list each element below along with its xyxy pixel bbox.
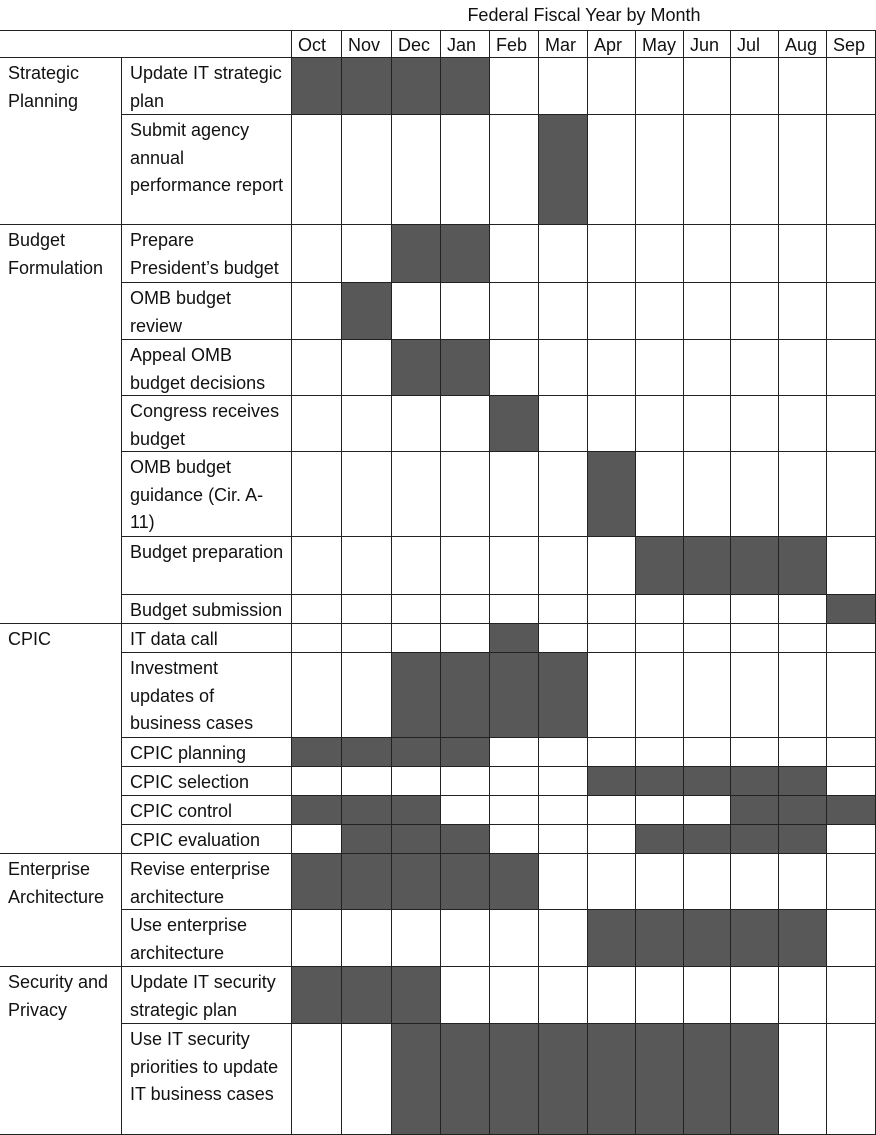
month-header-apr: Apr [588,30,636,58]
task-label: Revise enterprise architecture [122,854,292,910]
month-cell [292,767,342,796]
month-cell [684,225,731,283]
month-cell [342,396,392,452]
month-cell [827,452,876,537]
month-cell [827,967,876,1024]
month-cell [490,910,539,967]
month-cell [827,767,876,796]
active-month-cell [490,653,539,738]
month-cell [392,595,441,624]
month-header-nov: Nov [342,30,392,58]
month-cell [490,537,539,595]
month-cell [588,340,636,396]
month-header-mar: Mar [539,30,588,58]
month-cell [292,225,342,283]
task-label: Prepare President’s budget [122,225,292,283]
group-label: Security and Privacy [0,967,122,1135]
active-month-cell [342,283,392,340]
month-cell [731,340,779,396]
task-label: Budget submission [122,595,292,624]
active-month-cell [779,796,827,825]
month-cell [539,825,588,854]
month-cell [779,225,827,283]
active-month-cell [292,58,342,115]
active-month-cell [684,910,731,967]
month-cell [292,624,342,653]
month-cell [779,854,827,910]
active-month-cell [490,396,539,452]
month-cell [684,653,731,738]
task-label: OMB budget guidance (Cir. A-11) [122,452,292,537]
month-cell [731,624,779,653]
active-month-cell [441,738,490,767]
task-label: Congress receives budget [122,396,292,452]
active-month-cell [342,967,392,1024]
task-label: Appeal OMB budget decisions [122,340,292,396]
month-cell [827,854,876,910]
month-cell [636,452,684,537]
active-month-cell [731,767,779,796]
month-cell [342,1024,392,1135]
task-label: Submit agency annual performance report [122,115,292,225]
task-label: Use IT security priorities to update IT business cases [122,1024,292,1135]
active-month-cell [636,1024,684,1135]
month-cell [392,537,441,595]
month-cell [490,115,539,225]
active-month-cell [342,854,392,910]
group-label: Enterprise Architecture [0,854,122,967]
month-cell [588,595,636,624]
active-month-cell [292,738,342,767]
month-cell [441,595,490,624]
month-cell [490,595,539,624]
active-month-cell [731,537,779,595]
month-header-oct: Oct [292,30,342,58]
active-month-cell [490,624,539,653]
month-cell [827,653,876,738]
task-label: IT data call [122,624,292,653]
active-month-cell [292,796,342,825]
month-header-jan: Jan [441,30,490,58]
active-month-cell [588,452,636,537]
month-cell [636,595,684,624]
month-cell [588,624,636,653]
active-month-cell [779,825,827,854]
month-cell [539,624,588,653]
month-cell [684,595,731,624]
month-cell [588,537,636,595]
month-cell [292,452,342,537]
active-month-cell [292,967,342,1024]
task-label: Update IT strategic plan [122,58,292,115]
active-month-cell [636,910,684,967]
active-month-cell [636,537,684,595]
month-cell [539,58,588,115]
month-cell [392,396,441,452]
month-cell [827,225,876,283]
month-cell [392,452,441,537]
month-cell [392,283,441,340]
month-cell [779,1024,827,1135]
month-cell [779,452,827,537]
month-cell [684,738,731,767]
month-cell [539,396,588,452]
active-month-cell [539,653,588,738]
month-cell [441,537,490,595]
month-cell [292,1024,342,1135]
active-month-cell [684,767,731,796]
active-month-cell [588,767,636,796]
month-cell [342,537,392,595]
month-cell [441,115,490,225]
month-cell [636,58,684,115]
month-cell [588,967,636,1024]
month-cell [684,967,731,1024]
active-month-cell [588,1024,636,1135]
month-cell [731,115,779,225]
active-month-cell [490,854,539,910]
active-month-cell [392,796,441,825]
month-header-aug: Aug [779,30,827,58]
month-cell [779,340,827,396]
month-cell [731,595,779,624]
month-cell [539,225,588,283]
month-cell [441,967,490,1024]
month-cell [827,738,876,767]
month-cell [731,58,779,115]
month-cell [731,854,779,910]
table-title: Federal Fiscal Year by Month [467,5,701,25]
month-cell [342,767,392,796]
active-month-cell [731,796,779,825]
month-cell [292,825,342,854]
active-month-cell [588,910,636,967]
month-cell [392,910,441,967]
active-month-cell [441,340,490,396]
month-header-may: May [636,30,684,58]
active-month-cell [342,825,392,854]
month-cell [827,1024,876,1135]
month-cell [684,283,731,340]
month-cell [342,653,392,738]
month-cell [539,595,588,624]
month-cell [779,115,827,225]
month-cell [342,340,392,396]
month-cell [539,910,588,967]
month-cell [684,340,731,396]
month-cell [636,283,684,340]
active-month-cell [392,653,441,738]
month-cell [292,910,342,967]
month-cell [441,796,490,825]
active-month-cell [392,58,441,115]
month-cell [588,396,636,452]
active-month-cell [539,1024,588,1135]
month-cell [636,225,684,283]
task-label: CPIC control [122,796,292,825]
month-cell [441,283,490,340]
active-month-cell [392,1024,441,1135]
month-cell [392,115,441,225]
active-month-cell [441,653,490,738]
month-cell [342,115,392,225]
month-cell [636,967,684,1024]
active-month-cell [490,1024,539,1135]
month-header-jun: Jun [684,30,731,58]
month-cell [342,595,392,624]
month-cell [731,653,779,738]
month-cell [441,767,490,796]
month-cell [490,452,539,537]
month-cell [684,796,731,825]
month-cell [684,396,731,452]
month-cell [292,396,342,452]
month-cell [292,283,342,340]
month-cell [490,225,539,283]
active-month-cell [342,796,392,825]
active-month-cell [684,537,731,595]
month-cell [292,653,342,738]
month-cell [779,595,827,624]
active-month-cell [779,537,827,595]
month-cell [636,396,684,452]
month-cell [342,910,392,967]
header-blank-cell [0,30,292,58]
month-cell [827,283,876,340]
task-label: CPIC planning [122,738,292,767]
month-cell [342,452,392,537]
active-month-cell [441,58,490,115]
month-cell [779,653,827,738]
month-cell [684,624,731,653]
active-month-cell [731,910,779,967]
month-cell [539,967,588,1024]
active-month-cell [441,225,490,283]
task-label: Investment updates of business cases [122,653,292,738]
month-cell [636,653,684,738]
month-cell [779,967,827,1024]
month-cell [392,767,441,796]
month-cell [827,537,876,595]
active-month-cell [684,825,731,854]
month-cell [441,910,490,967]
active-month-cell [441,1024,490,1135]
active-month-cell [392,225,441,283]
month-cell [588,796,636,825]
active-month-cell [539,115,588,225]
task-label: CPIC evaluation [122,825,292,854]
month-cell [636,340,684,396]
month-cell [490,825,539,854]
task-label: Update IT security strategic plan [122,967,292,1024]
task-label: Use enterprise architecture [122,910,292,967]
active-month-cell [636,825,684,854]
month-cell [636,854,684,910]
month-cell [490,283,539,340]
month-cell [292,340,342,396]
month-cell [588,115,636,225]
group-label: CPIC [0,624,122,854]
active-month-cell [392,738,441,767]
month-cell [588,738,636,767]
active-month-cell [731,825,779,854]
month-cell [441,624,490,653]
month-cell [636,738,684,767]
month-cell [827,396,876,452]
month-cell [684,854,731,910]
month-header-sep: Sep [827,30,876,58]
month-cell [342,225,392,283]
month-cell [636,624,684,653]
active-month-cell [392,825,441,854]
active-month-cell [636,767,684,796]
month-cell [342,624,392,653]
month-cell [588,653,636,738]
active-month-cell [827,796,876,825]
active-month-cell [827,595,876,624]
group-label: Strategic Planning [0,58,122,225]
active-month-cell [779,910,827,967]
month-cell [490,767,539,796]
month-cell [539,796,588,825]
month-cell [731,283,779,340]
month-header-jul: Jul [731,30,779,58]
active-month-cell [392,967,441,1024]
month-cell [636,115,684,225]
month-cell [731,738,779,767]
month-cell [392,624,441,653]
month-cell [441,396,490,452]
month-cell [539,283,588,340]
month-cell [490,340,539,396]
group-label: Budget Formulation [0,225,122,624]
month-cell [490,796,539,825]
month-cell [827,340,876,396]
month-cell [779,283,827,340]
month-cell [539,340,588,396]
active-month-cell [342,58,392,115]
month-cell [684,58,731,115]
month-cell [539,738,588,767]
month-cell [588,825,636,854]
month-cell [684,452,731,537]
month-cell [588,283,636,340]
active-month-cell [441,825,490,854]
month-cell [490,967,539,1024]
active-month-cell [342,738,392,767]
month-cell [636,796,684,825]
month-cell [779,58,827,115]
task-label: Budget preparation [122,537,292,595]
month-cell [588,225,636,283]
month-cell [588,854,636,910]
month-cell [539,452,588,537]
month-cell [539,767,588,796]
active-month-cell [392,854,441,910]
month-cell [731,225,779,283]
month-cell [827,58,876,115]
task-label: CPIC selection [122,767,292,796]
month-cell [441,452,490,537]
month-cell [731,452,779,537]
month-cell [779,738,827,767]
month-cell [731,967,779,1024]
month-cell [490,58,539,115]
month-cell [684,115,731,225]
month-header-feb: Feb [490,30,539,58]
task-label: OMB budget review [122,283,292,340]
month-cell [292,537,342,595]
active-month-cell [441,854,490,910]
active-month-cell [684,1024,731,1135]
month-cell [779,396,827,452]
month-cell [292,115,342,225]
active-month-cell [731,1024,779,1135]
month-cell [292,595,342,624]
month-cell [539,537,588,595]
month-cell [827,825,876,854]
month-cell [490,738,539,767]
active-month-cell [392,340,441,396]
month-cell [539,854,588,910]
month-cell [588,58,636,115]
month-cell [779,624,827,653]
month-cell [827,115,876,225]
month-cell [731,396,779,452]
month-cell [827,624,876,653]
month-header-dec: Dec [392,30,441,58]
active-month-cell [292,854,342,910]
month-cell [827,910,876,967]
active-month-cell [779,767,827,796]
